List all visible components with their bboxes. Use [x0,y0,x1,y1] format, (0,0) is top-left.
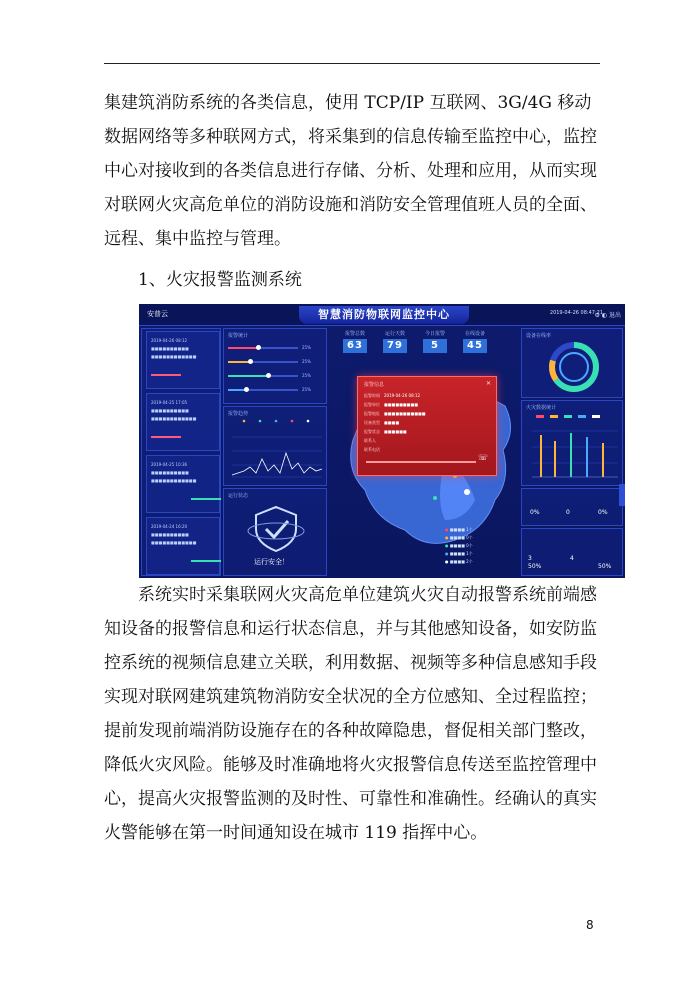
side-expand-button[interactable] [619,484,625,506]
stat-online-devices: 在线设备 45 [464,331,485,351]
dashboard-top-icons[interactable]: ⚙ ◐ 退出 [594,312,621,319]
summary-panel: 0% 0 0% [521,488,623,526]
close-icon[interactable]: ✕ [485,380,491,387]
alarm-card[interactable]: 2019-04-26 08:12 ■■■■■■■■■■ ■■■■■■■■■■■■ [146,331,220,389]
stat-run-days: 运行天数 79 [384,331,405,351]
percent-panel: 3 50% 4 50% [521,528,623,576]
header-rule [104,63,600,64]
alarm-info-modal[interactable]: 报警信息 ✕ 报警时间 2019-04-26 08:12 报警单位 ■■■■■■■■■ 报警地址 ■■■■■■■■■■■ 设备类型 ■■■■ 报警状态 ■■■■■■ 联系人 联系电话 ☏ [357,376,497,476]
alarm-card[interactable]: 2019-04-25 10:36 ■■■■■■■■■■ ■■■■■■■■■■■■ [146,455,220,513]
donut-chart [544,335,604,395]
device-rate-panel [521,328,623,398]
trend-chart [224,407,328,487]
phone-icon[interactable]: ☏ [477,453,488,462]
alarm-trend-title: 报警趋势 [228,411,249,417]
alarm-card[interactable]: 2019-04-25 17:05 ■■■■■■■■■■ ■■■■■■■■■■■■ [146,393,220,451]
fire-stats-title: 火灾数据统计 [526,405,557,411]
run-status-panel [223,488,327,576]
stat-today-alarms: 今日报警 5 [424,331,445,351]
alarm-trend-panel [223,406,327,486]
device-rate-title: 设备在线率 [526,333,552,339]
dashboard-clock: 2019-04-26 08:47:21 [549,310,603,316]
page-number: 8 [586,918,594,932]
section-heading: 1、火灾报警监测系统 [138,270,302,290]
dashboard-topbar [139,304,625,326]
alarm-list-panel [141,328,221,576]
run-status-text: 运行安全！ [254,558,289,566]
modal-title: 报警信息 [364,382,385,388]
alarm-card[interactable]: 2019-04-24 16:20 ■■■■■■■■■■ ■■■■■■■■■■■■ [146,517,220,575]
fire-stats-panel [521,400,623,486]
modal-progress [366,461,476,463]
run-status-title: 运行状态 [228,493,249,499]
dashboard-title: 智慧消防物联网监控中心 [299,306,469,324]
bar-chart [522,401,624,487]
stat-total-alarms: 报警总数 63 [344,331,365,351]
intro-paragraph: 集建筑消防系统的各类信息，使用 TCP/IP 互联网、3G/4G 移动数据网络等多种联网方式，将采集到的信息传输至监控中心，监控中心对接收到的各类信息进行存储、分析、处理和应用，从而实现对联网火灾高危单位的消防设施和消防安全管理值班人员的全面、远程、集中监控与管理。 [104,93,597,249]
dashboard-logo: 安普云 [147,310,168,318]
body-paragraph: 系统实时采集联网火灾高危单位建筑火灾自动报警系统前端感知设备的报警信息和运行状态信息，并与其他感知设备，如安防监控系统的视频信息建立关联，利用数据、视频等多种信息感知手段实现对联网建筑建筑物消防安全状况的全方位感知、全过程监控；提前发现前端消防设施存在的各种故障隐患，督促相关部门整改，降低火灾风险。能够及时准确地将火灾报警信息传送至监控管理中心，提高火灾报警监测的及时性、可靠性和准确性。经确认的真实火警能够在第一时间通知设在城市 119 指挥中心。 [104,585,597,843]
alarm-stats-title: 报警统计 [228,333,249,339]
dashboard-figure [139,304,625,578]
shield-icon [246,503,306,553]
alarm-stats-panel: 报警统计 25% 25% 25% 25% [223,328,327,404]
map-legend: ● ■■■■ 1个 ● ■■■■ 0个 ● ■■■■ 0个 ● ■■■■ 1个 ● ■■■■ 2个 [445,527,473,564]
